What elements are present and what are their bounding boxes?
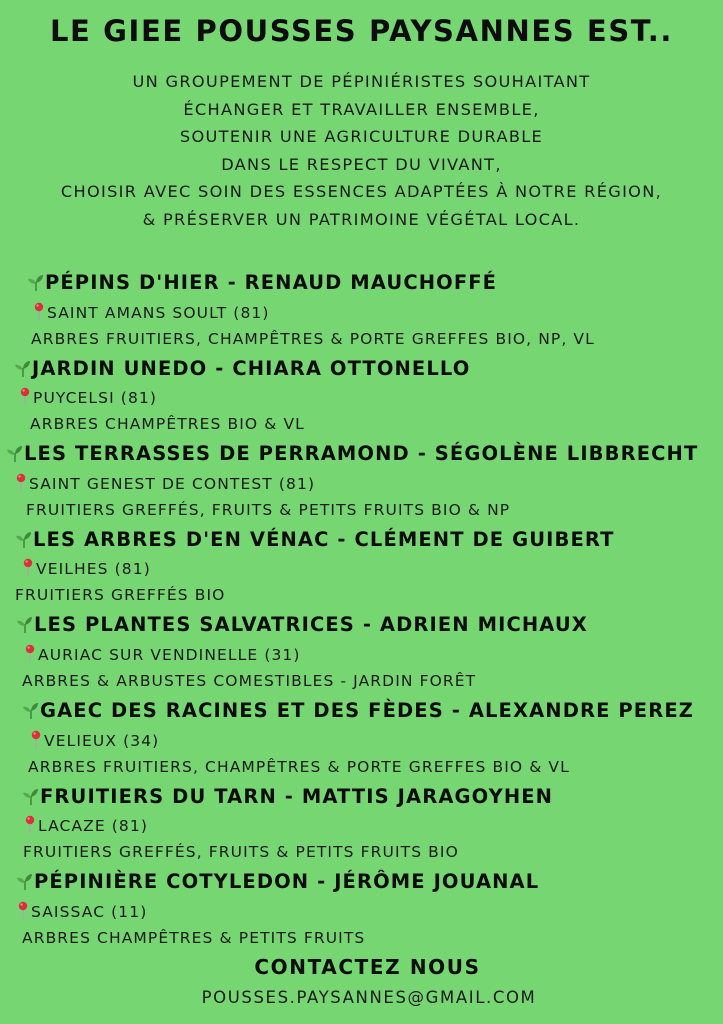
nursery-location bbox=[31, 730, 159, 751]
map-pin-icon bbox=[16, 473, 26, 492]
nursery-name-label: LES TERRASSES DE PERRAMOND - SÉGOLÈNE LIBBRECHT bbox=[24, 442, 699, 465]
map-pin-icon bbox=[34, 302, 44, 321]
nursery-name bbox=[6, 442, 698, 466]
nursery-name bbox=[16, 870, 539, 894]
page-title: LE GIEE POUSSES PAYSANNES EST.. bbox=[49, 14, 674, 48]
map-pin-icon bbox=[18, 901, 28, 920]
sprout-icon bbox=[27, 273, 44, 291]
nursery-location-label: PUYCELSI (81) bbox=[33, 389, 158, 407]
nursery-location-label: VELIEUX (34) bbox=[44, 732, 160, 750]
sprout-icon bbox=[14, 359, 31, 377]
nursery-location-label: AURIAC SUR VENDINELLE (31) bbox=[38, 646, 301, 664]
nursery-location-label: VEILHES (81) bbox=[36, 560, 151, 578]
nursery-location-label: SAISSAC (11) bbox=[31, 903, 148, 921]
intro-line: DANS LE RESPECT DU VIVANT, bbox=[221, 154, 502, 174]
nursery-name bbox=[15, 528, 615, 552]
map-pin-icon bbox=[25, 644, 35, 663]
contact-heading: CONTACTEZ NOUS bbox=[254, 955, 481, 979]
intro-line: UN GROUPEMENT DE PÉPINIÉRISTES SOUHAITANT bbox=[132, 72, 591, 91]
sprout-icon bbox=[16, 615, 33, 633]
nursery-location-label: SAINT GENEST DE CONTEST (81) bbox=[29, 475, 316, 493]
map-pin-icon bbox=[31, 730, 41, 749]
nursery-name-label: LES PLANTES SALVATRICES - ADRIEN MICHAUX bbox=[34, 613, 588, 636]
intro-line: CHOISIR AVEC SOIN DES ESSENCES ADAPTÉES À NOTRE RÉGION, bbox=[60, 182, 663, 202]
nursery-location bbox=[20, 387, 157, 408]
map-pin-icon bbox=[23, 558, 33, 577]
intro-line: SOUTENIR UNE AGRICULTURE DURABLE bbox=[179, 127, 544, 147]
contact-email-link[interactable]: POUSSES.PAYSANNES@GMAIL.COM bbox=[201, 988, 537, 1007]
nursery-name-label: GAEC DES RACINES ET DES FÈDES - ALEXANDRE PEREZ bbox=[40, 699, 695, 722]
nursery-description: ARBRES FRUITIERS, CHAMPÊTRES & PORTE GREFFES BIO & VL bbox=[28, 758, 570, 776]
intro-line: & PRÉSERVER UN PATRIMOINE VÉGÉTAL LOCAL. bbox=[142, 209, 581, 229]
nursery-name bbox=[16, 613, 588, 637]
nursery-name bbox=[27, 271, 497, 295]
nursery-description: ARBRES CHAMPÊTRES BIO & VL bbox=[30, 415, 305, 433]
sprout-icon bbox=[6, 444, 23, 462]
map-pin-icon bbox=[20, 387, 30, 406]
nursery-description: FRUITIERS GREFFÉS, FRUITS & PETITS FRUITS BIO bbox=[23, 843, 459, 861]
sprout-icon bbox=[16, 872, 33, 890]
nursery-name-label: JARDIN UNEDO - CHIARA OTTONELLO bbox=[32, 357, 471, 380]
intro-text bbox=[0, 68, 723, 234]
nursery-description: FRUITIERS GREFFÉS BIO bbox=[15, 586, 226, 604]
nursery-name bbox=[22, 699, 694, 723]
nursery-location bbox=[16, 473, 315, 494]
sprout-icon bbox=[22, 701, 39, 719]
sprout-icon bbox=[15, 530, 32, 548]
nursery-location bbox=[18, 901, 147, 922]
nursery-location bbox=[25, 644, 301, 665]
nursery-location bbox=[23, 558, 151, 579]
nursery-name-label: PÉPINS D'HIER - RENAUD MAUCHOFFÉ bbox=[45, 271, 498, 294]
nursery-location-label: SAINT AMANS SOULT (81) bbox=[47, 304, 270, 322]
nursery-name-label: PÉPINIÈRE COTYLEDON - JÉRÔME JOUANAL bbox=[34, 870, 540, 893]
nursery-name-label: FRUITIERS DU TARN - MATTIS JARAGOYHEN bbox=[40, 785, 554, 808]
nursery-description: ARBRES & ARBUSTES COMESTIBLES - JARDIN FORÊT bbox=[22, 672, 477, 690]
nursery-name-label: LES ARBRES D'EN VÉNAC - CLÉMENT DE GUIBERT bbox=[33, 528, 615, 551]
nursery-description: ARBRES CHAMPÊTRES & PETITS FRUITS bbox=[22, 929, 366, 947]
nursery-description: FRUITIERS GREFFÉS, FRUITS & PETITS FRUITS BIO & NP bbox=[26, 501, 511, 519]
sprout-icon bbox=[22, 787, 39, 805]
nursery-description: ARBRES FRUITIERS, CHAMPÊTRES & PORTE GREFFES BIO, NP, VL bbox=[31, 330, 595, 348]
intro-line: ÉCHANGER ET TRAVAILLER ENSEMBLE, bbox=[183, 99, 540, 119]
nursery-name bbox=[22, 785, 553, 809]
nursery-location bbox=[25, 815, 148, 836]
map-pin-icon bbox=[25, 815, 35, 834]
nursery-name bbox=[14, 357, 470, 381]
nursery-location bbox=[34, 302, 270, 323]
nursery-location-label: LACAZE (81) bbox=[38, 817, 149, 835]
